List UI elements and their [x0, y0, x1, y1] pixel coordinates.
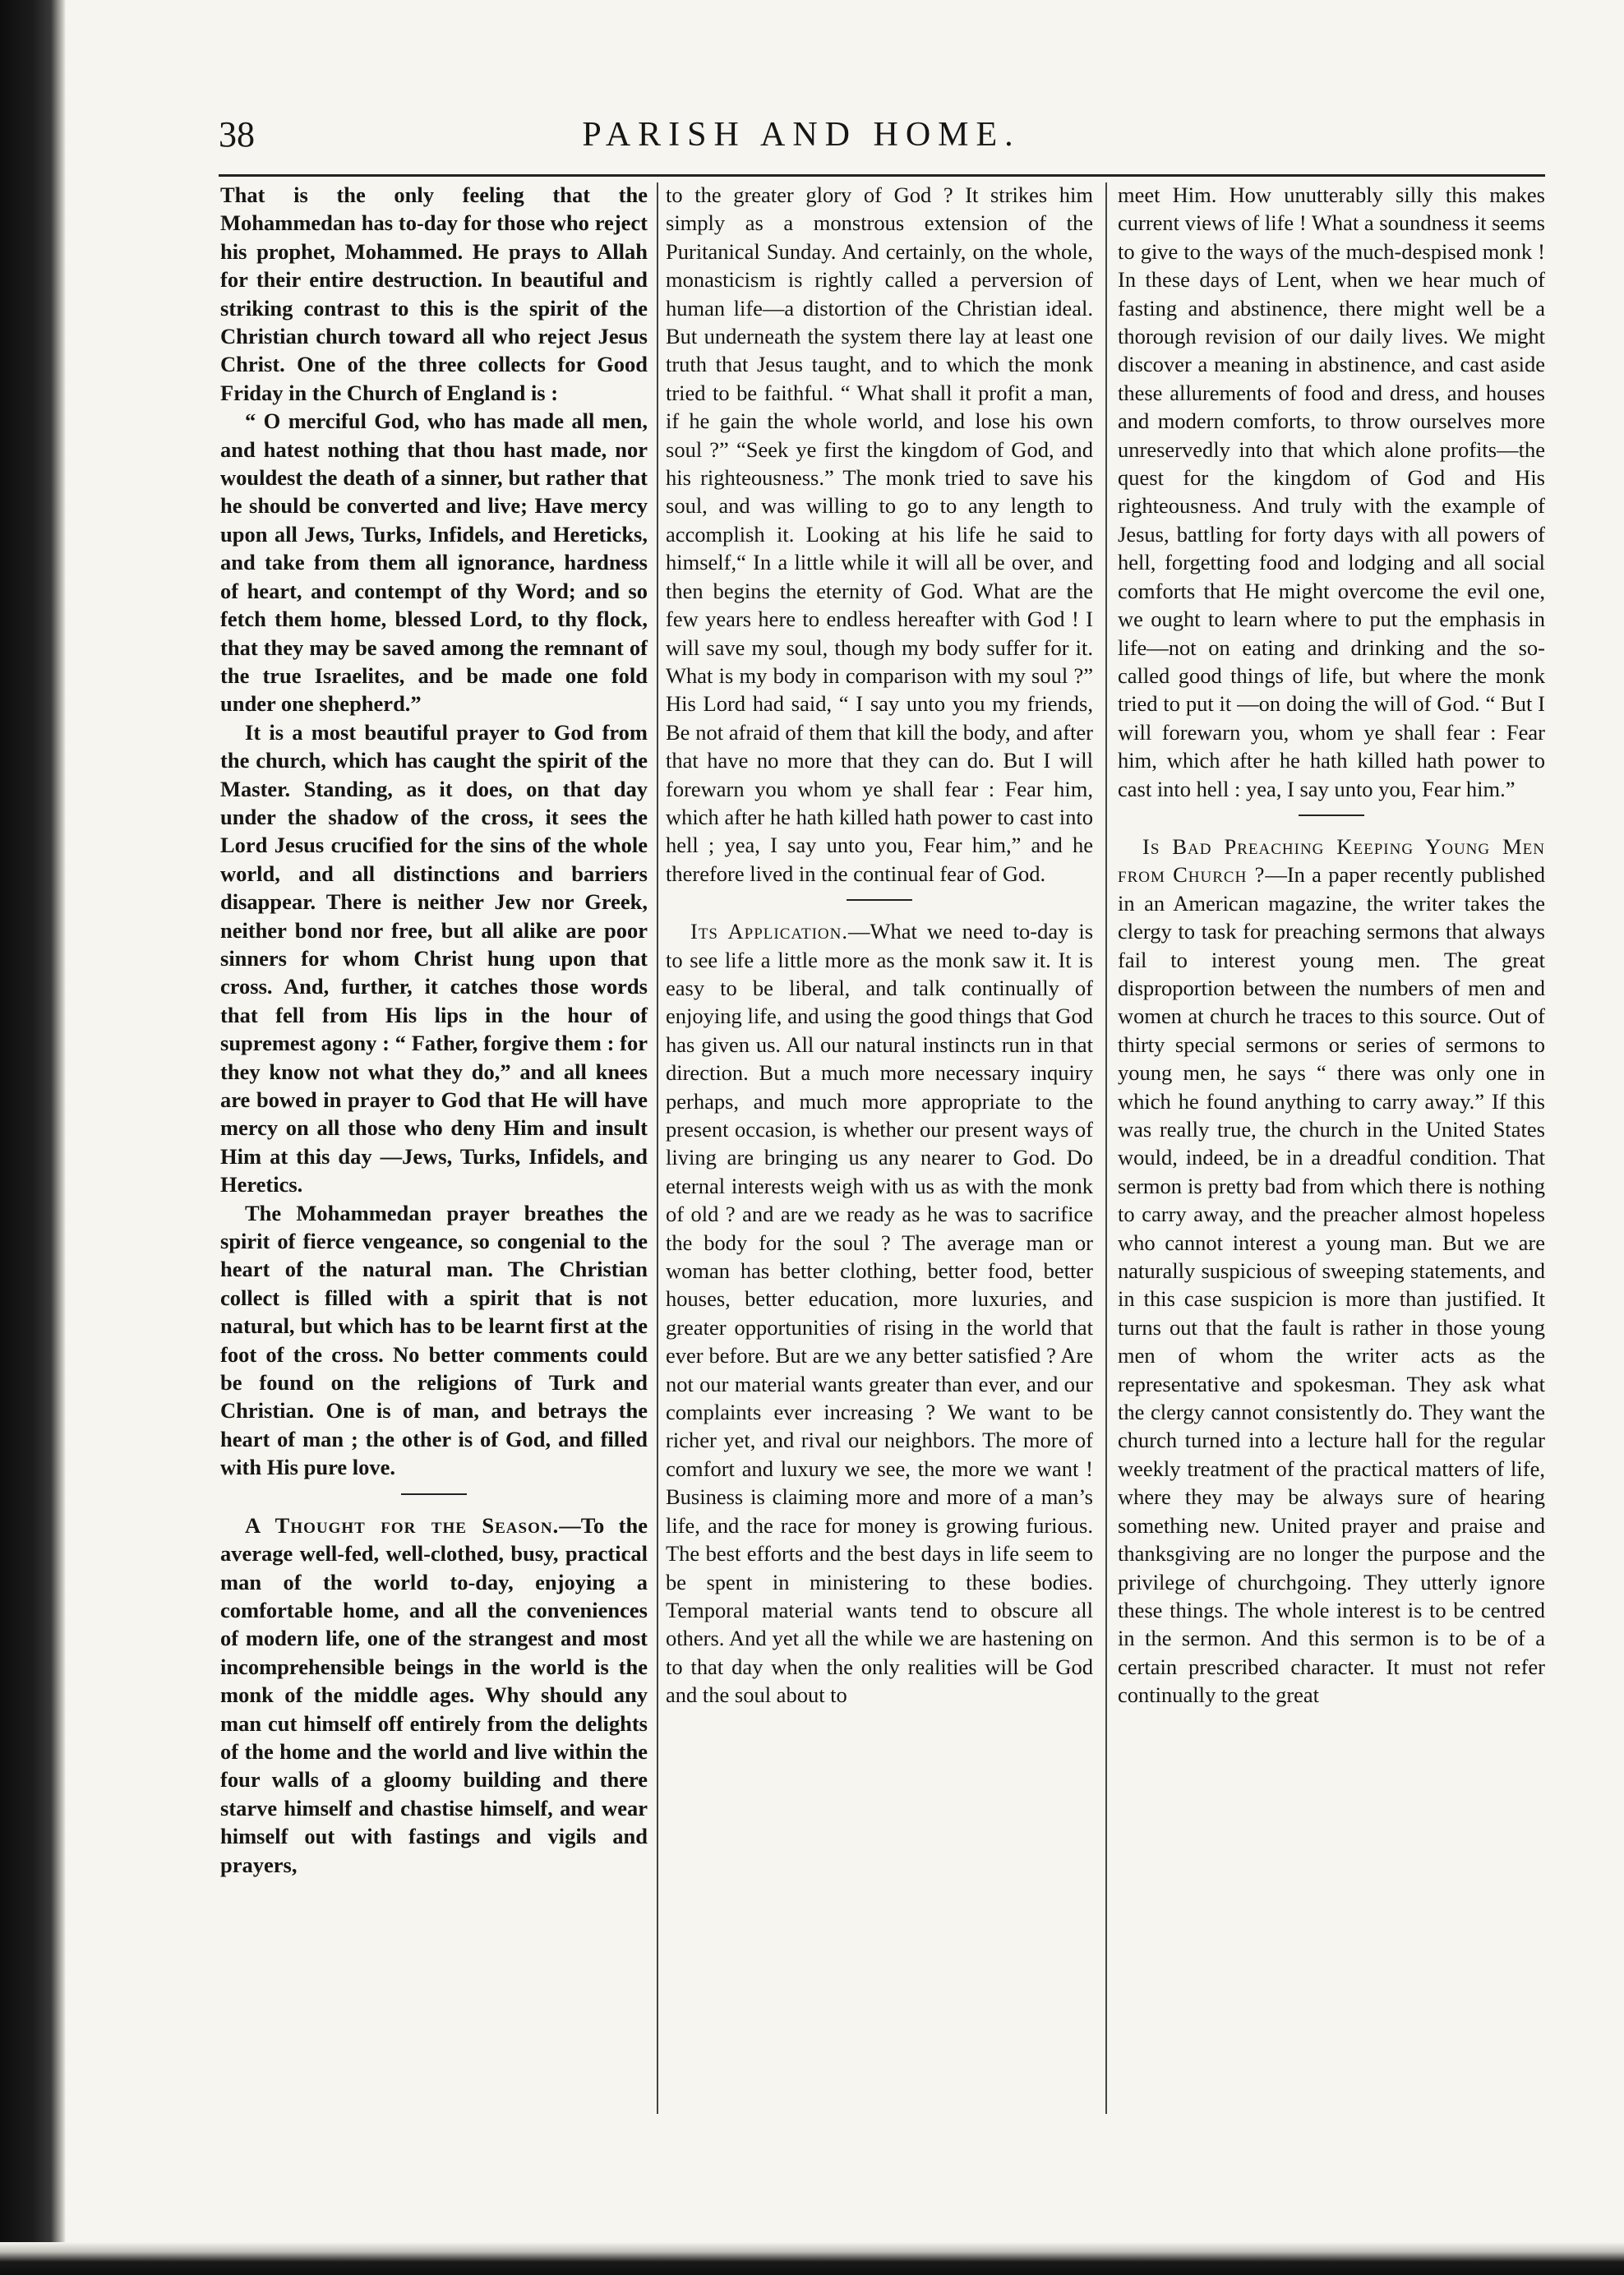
paragraph: It is a most beautiful prayer to God from the church, which has caught the spirit of the Master. Standing, as it does, on that day under the shadow of the cross, it sees the Lord Jesus crucified for the sins of the whole world, and all distinctions and barriers disappear. There is neither Jew nor Greek, neither bond nor free, but all alike are poor sinners for whom Christ hung upon that cross. And, further, it catches those words that fell from His lips in the hour of supremest agony : “ Father, forgive them : for they know not what they do,” and all knees are bowed in prayer to God that He will have mercy on all those who deny Him and insult Him at this day —Jews, Turks, Infidels, and Heretics. — [220, 719, 648, 1197]
header-rule — [219, 174, 1545, 177]
section-paragraph — [666, 917, 1093, 1709]
section-title: Is Bad Preaching Keeping Young Men from Church ? — [1118, 833, 1545, 888]
section-title: Its Application. — [690, 919, 848, 944]
paragraph: That is the only feeling that the Mohammedan has to-day for those who reject his prophet, Mohammed. He prays to Allah for their entire destruction. In beautiful and striking contrast to this is the spirit of the Christian church toward all who reject Jesus Christ. One of the three collects for Good Friday in the Church of England is : — [220, 182, 648, 405]
scan-border-bottom — [0, 2242, 1624, 2275]
section-paragraph — [220, 1511, 648, 1879]
paragraph-text: —In a paper recently published in an American magazine, the writer takes the clergy to task for preaching sermons that always fail to interest young men. The great disproportion between the numbers of men and women at church he traces to this source. Out of thirty special sermons or series of sermons to young men, he says “ there was only one in which he found anything to carry away.” If this was really true, the church in the United States would, indeed, be in a dreadful condition. That sermon is pretty bad from which there is nothing to carry away, and the preacher almost hopeless who cannot interest a young man. But we are naturally suspicious of sweeping statements, and in this case suspicion is more than justified. It turns out that the fault is rather in those young men of whom the writer acts as the representative and spokesman. They ask what the clergy cannot consistently do. They want the church turned into a lecture hall for the regular weekly treatment of the practical matters of life, where they may be always sure of hearing something new. United prayer and praise and thanksgiving are no longer the purpose and the privilege of churchgoing. They utterly ignore these things. The whole interest is to be centred in the sermon. And this sermon is to be of a certain prescribed character. It must not refer continually to the great — [1118, 862, 1545, 1708]
column-divider — [1105, 182, 1107, 2114]
section-title: A Thought for the Season. — [245, 1512, 560, 1538]
column-2 — [666, 181, 1093, 2116]
paragraph: The Mohammedan prayer breathes the spirit of fierce vengeance, so congenial to the heart of the natural man. The Christian collect is filled with a spirit that is not natural, but which has to be learnt first at the foot of the cross. No better comments could be found on the religions of Turk and Christian. One is of man, and betrays the heart of man ; the other is of God, and filled with His pure love. — [220, 1200, 648, 1480]
section-paragraph — [1118, 833, 1545, 1710]
paragraph: meet Him. How unutterably silly this makes current views of life ! What a soundness it seems to give to the ways of the much-despised monk ! In these days of Lent, when we hear much of fasting and abstinence, there might well be a thorough revision of our daily lives. We might discover a meaning in abstinence, and cast aside these allurements of food and dress, and houses and modern comforts, to throw ourselves more unreservedly into that which alone profits—the quest for the kingdom of God and His righteousness. And truly with the example of Jesus, battling for forty days with all powers of hell, forgetting food and lodging and all social comforts that He might overcome the evil one, we ought to learn where to put the emphasis in life—not on eating and drinking and the so-called good things of life, but where the monk tried to put it —on doing the will of God. “ But I will forewarn you, whom ye shall fear : Fear him, which after he hath killed hath power to cast into hell : yea, I say unto you, Fear him.” — [1118, 182, 1545, 801]
running-head: PARISH AND HOME. — [582, 116, 1021, 154]
section-divider — [1299, 814, 1364, 816]
page-number: 38 — [219, 114, 255, 155]
column-3 — [1118, 181, 1545, 2116]
paragraph-text: —To the average well-fed, well-clothed, busy, practical man of the world to-day, enjoying a comfortable home, and all the conveniences of modern life, one of the strangest and most incomprehensible beings in the world is the monk of the middle ages. Why should any man cut himself off entirely from the delights of the home and the world and live within the four walls of a gloomy building and there starve himself and chastise himself, and wear himself out with fastings and vigils and prayers, — [220, 1512, 648, 1877]
paragraph: “ O merciful God, who has made all men, and hatest nothing that thou hast made, nor wouldest the death of a sinner, but rather that he should be converted and live; Have mercy upon all Jews, Turks, Infidels, and Hereticks, and take from them all ignorance, hardness of heart, and contempt of thy Word; and so fetch them home, blessed Lord, to thy flock, that they may be saved among the remnant of the true Israelites, and be made one fold under one shepherd.” — [220, 408, 648, 717]
paragraph-text: —What we need to-day is to see life a little more as the monk saw it. It is easy to be liberal, and talk continually of enjoying life, and using the good things that God has given us. All our natural instincts run in that direction. But a much more necessary inquiry perhaps, and much more appropriate to the present occasion, is whether our present ways of living are bringing us any nearer to God. Do eternal interests weigh with us as with the monk of old ? and are we ready as he was to sacrifice the body for the soul ? The average man or woman has better clothing, better food, better houses, better education, more luxuries, and greater opportunities of rising in the world that ever before. But are we any better satisfied ? Are not our material wants greater than ever, and our complaints ever increasing ? We want to be richer yet, and rival our neighbors. The more of comfort and luxury we see, the more we want ! Business is claiming more and more of a man’s life, and the race for money is growing furious. The best efforts and the best days in life seem to be spent in ministering to these bodies. Temporal material wants tend to obscure all others. And yet all the while we are hastening on to that day when the only realities will be God and the soul about to — [666, 919, 1094, 1708]
scan-border-left — [0, 0, 66, 2275]
column-1 — [220, 181, 648, 2116]
section-divider — [401, 1493, 467, 1495]
paragraph: to the greater glory of God ? It strikes him simply as a monstrous extension of the Puritanical Sunday. And certainly, on the whole, monasticism is rightly called a perversion of human life—a distortion of the Christian ideal. But underneath the system there lay at least one truth that Jesus taught, and to which the monk tried to be faithful. “ What shall it profit a man, if he gain the whole world, and lose his own soul ?” “Seek ye first the kingdom of God, and his righteousness.” The monk tried to save his soul, and was willing to go to any length to accomplish it. Looking at his life he said to himself,“ In a little while it will all be over, and then begins the eternity of God. What are the few years here to endless hereafter with God ! I will save my soul, though my body suffer for it. What is my body in comparison with my soul ?” His Lord had said, “ I say unto you my friends, Be not afraid of them that kill the body, and after that have no more that they can do. But I will forewarn you whom ye shall fear : Fear him, which after he hath killed hath power to cast into hell ; yea, I say unto you, Fear him,” and he therefore lived in the continual fear of God. — [666, 182, 1093, 886]
section-divider — [847, 899, 912, 901]
column-divider — [657, 182, 658, 2114]
